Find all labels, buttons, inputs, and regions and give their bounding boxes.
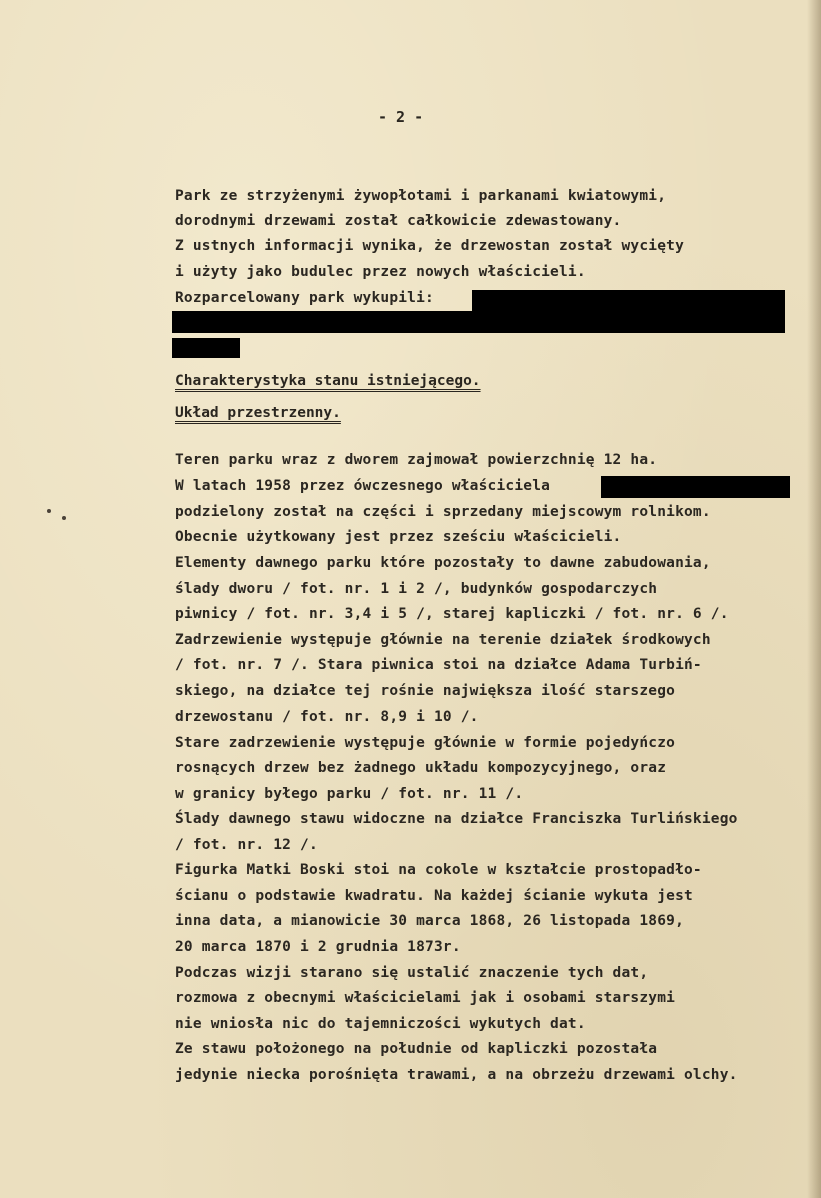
text-line: Figurka Matki Boski stoi na cokole w kształcie prostopadło- bbox=[175, 862, 702, 878]
text-line: ślady dworu / fot. nr. 1 i 2 /, budynków gospodarczych bbox=[175, 581, 658, 597]
text-line: W latach 1958 przez ówczesnego właściciela bbox=[175, 478, 551, 494]
redaction-bar bbox=[172, 338, 240, 358]
text-line: w granicy byłego parku / fot. nr. 11 /. bbox=[175, 786, 524, 802]
text-line: Elementy dawnego parku które pozostały to dawne zabudowania, bbox=[175, 555, 711, 571]
text-line: podzielony został na części i sprzedany miejscowym rolnikom. bbox=[175, 504, 711, 520]
page-number: - 2 - bbox=[378, 108, 424, 126]
text-line: / fot. nr. 12 /. bbox=[175, 837, 318, 853]
text-line: skiego, na działce tej rośnie największa ilość starszego bbox=[175, 683, 676, 699]
text-line: piwnicy / fot. nr. 3,4 i 5 /, starej kapliczki / fot. nr. 6 /. bbox=[175, 606, 729, 622]
text-line: Park ze strzyżenymi żywopłotami i parkanami kwiatowymi, bbox=[175, 188, 667, 204]
text-line: / fot. nr. 7 /. Stara piwnica stoi na działce Adama Turbiń- bbox=[175, 657, 702, 673]
text-line: inna data, a mianowicie 30 marca 1868, 26 listopada 1869, bbox=[175, 913, 684, 929]
page-edge-shadow bbox=[807, 0, 821, 1198]
redaction-bar bbox=[601, 476, 790, 498]
text-line: ścianu o podstawie kwadratu. Na każdej ścianie wykuta jest bbox=[175, 888, 693, 904]
text-line: Stare zadrzewienie występuje głównie w formie pojedyńczo bbox=[175, 735, 676, 751]
text-line: drzewostanu / fot. nr. 8,9 i 10 /. bbox=[175, 709, 479, 725]
text-line: nie wniosła nic do tajemniczości wykutych dat. bbox=[175, 1016, 586, 1032]
text-line: Ze stawu położonego na południe od kapliczki pozostała bbox=[175, 1041, 658, 1057]
redaction-bar bbox=[172, 311, 785, 333]
text-line: dorodnymi drzewami został całkowicie zdewastowany. bbox=[175, 213, 622, 229]
text-line: rozmowa z obecnymi właścicielami jak i osobami starszymi bbox=[175, 990, 676, 1006]
text-line: Ślady dawnego stawu widoczne na działce Franciszka Turlińskiego bbox=[175, 811, 738, 827]
text-line: rosnących drzew bez żadnego układu kompozycyjnego, oraz bbox=[175, 760, 667, 776]
redaction-bar bbox=[472, 290, 785, 312]
text-line: Z ustnych informacji wynika, że drzewostan został wycięty bbox=[175, 238, 684, 254]
text-line: Zadrzewienie występuje głównie na terenie działek środkowych bbox=[175, 632, 711, 648]
text-line: Rozparcelowany park wykupili: bbox=[175, 290, 434, 306]
text-line: i użyty jako budulec przez nowych właścicieli. bbox=[175, 264, 586, 280]
text-line: Podczas wizji starano się ustalić znaczenie tych dat, bbox=[175, 965, 649, 981]
margin-mark bbox=[62, 516, 66, 520]
margin-mark bbox=[47, 509, 51, 513]
text-line: Obecnie użytkowany jest przez sześciu właścicieli. bbox=[175, 529, 622, 545]
subsection-heading: Układ przestrzenny. bbox=[175, 405, 341, 421]
text-line: Teren parku wraz z dworem zajmował powierzchnię 12 ha. bbox=[175, 452, 658, 468]
section-heading: Charakterystyka stanu istniejącego. bbox=[175, 373, 481, 389]
text-line: jedynie niecka porośnięta trawami, a na obrzeżu drzewami olchy. bbox=[175, 1067, 738, 1083]
text-line: 20 marca 1870 i 2 grudnia 1873r. bbox=[175, 939, 461, 955]
